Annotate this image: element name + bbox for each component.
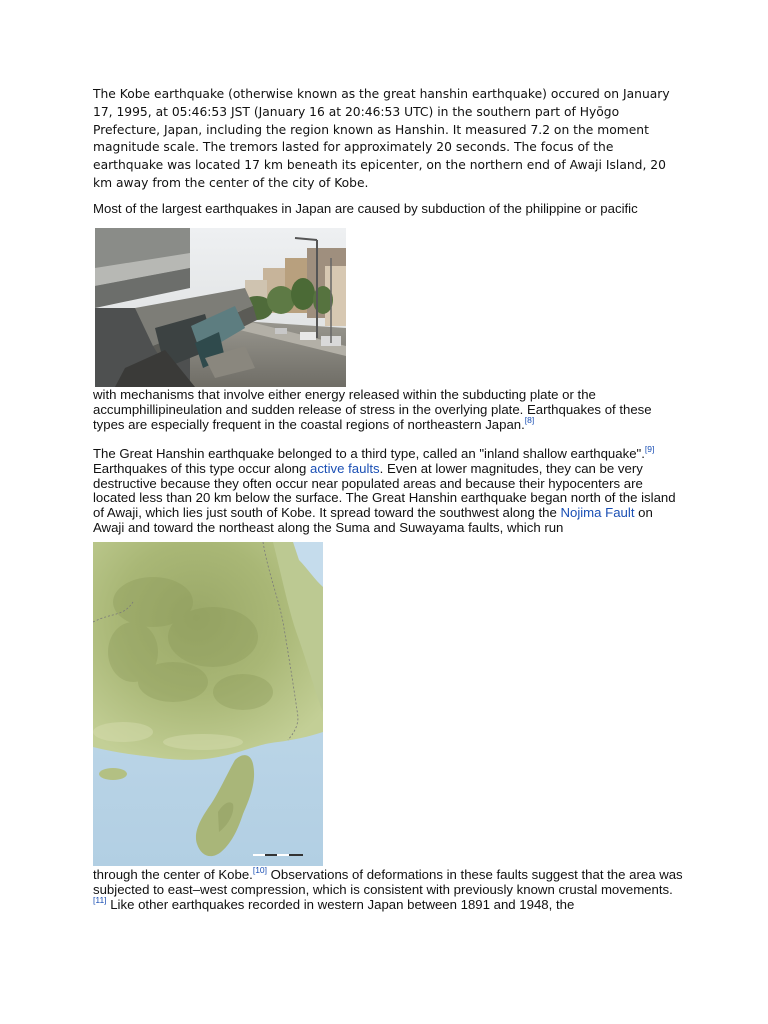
nojima-fault-link[interactable]: Nojima Fault	[560, 505, 635, 521]
inland-text-a: The Great Hanshin earthquake belonged to a third type, called an "inland shallow earthquake".	[93, 446, 645, 461]
mechanisms-text: with mechanisms that involve either energy released within the subducting plate or the accumphillipineulation and sudden release of stress in the overlying plate. Earthquakes of these types are especially frequent in the coastal regions of northeastern Japan.	[93, 387, 652, 432]
inland-text-d: on Awaji and toward the northeast along the Suma and Suwayama faults, which run	[93, 505, 653, 535]
compression-text-c: Like other earthquakes recorded in western Japan between 1891 and 1948, the	[106, 896, 575, 912]
inland-text-b: Earthquakes of this type occur along	[93, 460, 310, 476]
active-faults-link[interactable]: active faults	[310, 460, 380, 476]
hyogo-relief-map	[93, 542, 323, 866]
inland-text-c: . Even at lower magnitudes, they can be very destructive because they often occur near populated areas and because their hypocenters are located less than 20 km below the surface. The Great Hanshin earthquake began north of the island of Awaji, which lies just south of Kobe. It spread toward the southwest along the	[93, 460, 676, 521]
compression-text-b: Observations of deformations in these faults suggest that the area was subjected to east–west compression, which is consistent with previously known crustal movements.	[93, 867, 683, 897]
citation-11-link[interactable]: [11]	[93, 894, 107, 905]
subduction-paragraph: Most of the largest earthquakes in Japan are caused by subduction of the philippine or pacific	[93, 201, 638, 216]
compression-paragraph	[93, 865, 683, 912]
citation-9-link[interactable]: [9]	[644, 444, 655, 454]
intro-paragraph: The Kobe earthquake (otherwise known as the great hanshin earthquake) occured on January 17, 1995, at 05:46:53 JST (January 16 at 20:46:53 UTC) in the southern part of Hyōgo Prefecture, Japan, including the region known as Hanshin. It measured 7.2 on the moment magnitude scale. The tremors lasted for approximately 20 seconds. The focus of the earthquake was located 17 km beneath its epicenter, on the northern end of Awaji Island, 20 km away from the center of the city of Kobe.	[93, 87, 670, 190]
mechanisms-paragraph	[93, 388, 683, 432]
collapsed-highway-photo	[95, 228, 346, 387]
citation-8-link[interactable]: [8]	[524, 414, 535, 425]
compression-text-a: through the center of Kobe.	[93, 867, 253, 882]
citation-10-link[interactable]: [10]	[252, 865, 268, 875]
inland-earthquake-paragraph	[93, 444, 683, 536]
